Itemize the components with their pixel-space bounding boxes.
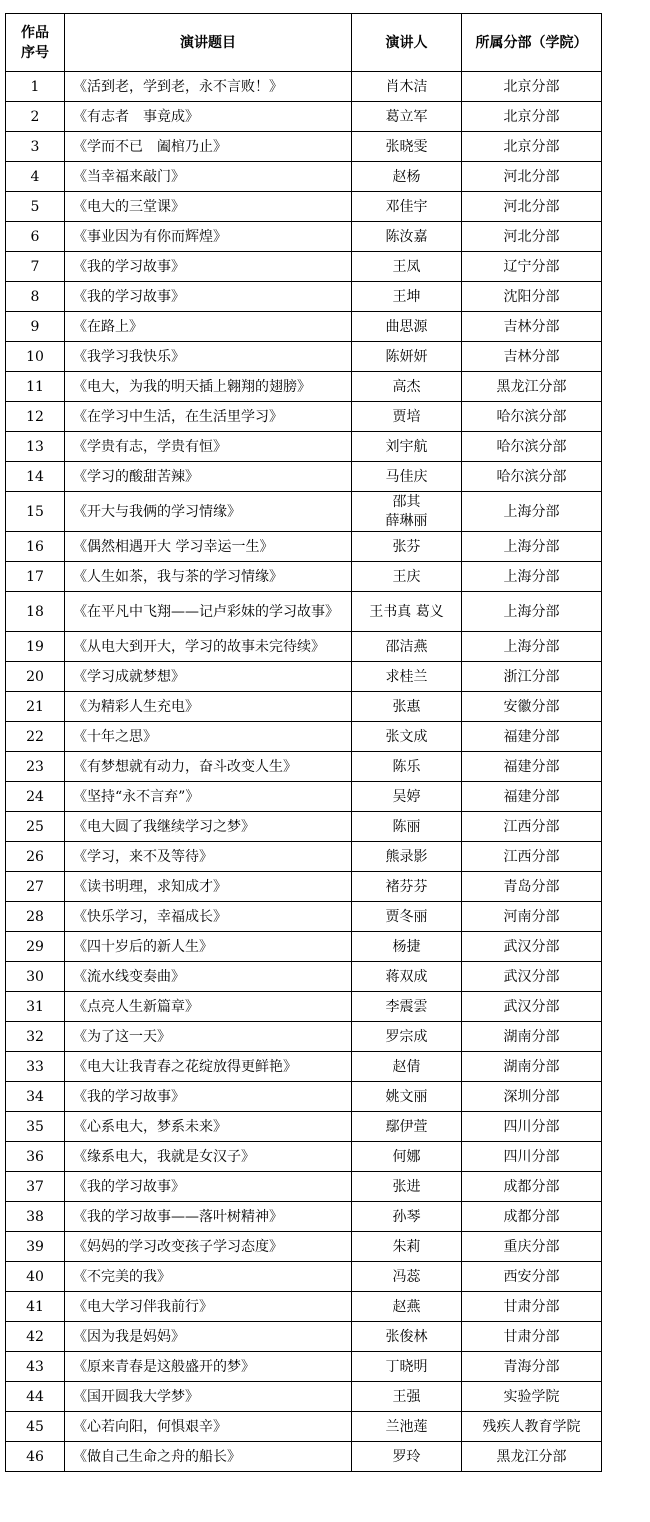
work-number-cell: 37	[6, 1172, 65, 1202]
work-number-cell: 6	[6, 222, 65, 252]
department-cell: 成都分部	[462, 1202, 602, 1232]
speaker-cell: 丁晓明	[352, 1352, 462, 1382]
speaker-cell: 兰池莲	[352, 1412, 462, 1442]
speech-title-cell: 《电大让我青春之花绽放得更鲜艳》	[65, 1052, 352, 1082]
speech-title-cell: 《学习成就梦想》	[65, 662, 352, 692]
speech-title-cell: 《在路上》	[65, 312, 352, 342]
speech-works-table	[5, 13, 602, 1472]
work-number-cell: 41	[6, 1292, 65, 1322]
work-number-cell: 4	[6, 162, 65, 192]
speech-title-cell: 《因为我是妈妈》	[65, 1322, 352, 1352]
department-cell: 北京分部	[462, 72, 602, 102]
speaker-cell: 何娜	[352, 1142, 462, 1172]
department-cell: 深圳分部	[462, 1082, 602, 1112]
speech-title-cell: 《学习，来不及等待》	[65, 842, 352, 872]
table-row	[6, 372, 602, 402]
speaker-cell: 高杰	[352, 372, 462, 402]
work-number-cell: 3	[6, 132, 65, 162]
work-number-cell: 16	[6, 532, 65, 562]
speech-title-cell: 《电大学习伴我前行》	[65, 1292, 352, 1322]
department-cell: 吉林分部	[462, 342, 602, 372]
speech-title-cell: 《为精彩人生充电》	[65, 692, 352, 722]
table-row	[6, 872, 602, 902]
department-cell: 河北分部	[462, 192, 602, 222]
speech-title-cell: 《有志者 事竟成》	[65, 102, 352, 132]
table-row	[6, 1412, 602, 1442]
work-number-cell: 13	[6, 432, 65, 462]
speaker-cell: 曲思源	[352, 312, 462, 342]
table-row	[6, 1322, 602, 1352]
table-row	[6, 402, 602, 432]
speech-title-cell: 《我的学习故事》	[65, 1172, 352, 1202]
speaker-cell: 张惠	[352, 692, 462, 722]
table-row	[6, 962, 602, 992]
work-number-cell: 18	[6, 592, 65, 632]
speaker-cell: 张俊林	[352, 1322, 462, 1352]
work-number-cell: 36	[6, 1142, 65, 1172]
work-number-cell: 39	[6, 1232, 65, 1262]
department-cell: 沈阳分部	[462, 282, 602, 312]
work-number-cell: 15	[6, 492, 65, 532]
table-row	[6, 1112, 602, 1142]
work-number-cell: 19	[6, 632, 65, 662]
work-number-cell: 40	[6, 1262, 65, 1292]
department-cell: 河南分部	[462, 902, 602, 932]
table-row	[6, 1022, 602, 1052]
department-cell: 哈尔滨分部	[462, 462, 602, 492]
table-row	[6, 842, 602, 872]
table-row	[6, 1442, 602, 1472]
speaker-cell	[352, 492, 462, 532]
speaker-cell: 赵杨	[352, 162, 462, 192]
speaker-cell: 王坤	[352, 282, 462, 312]
speaker-cell: 葛立军	[352, 102, 462, 132]
speaker-cell: 贾冬丽	[352, 902, 462, 932]
table-row	[6, 532, 602, 562]
speaker-cell: 邓佳宇	[352, 192, 462, 222]
work-number-cell: 5	[6, 192, 65, 222]
speech-title-cell: 《在平凡中飞翔——记卢彩妹的学习故事》	[65, 592, 352, 632]
work-number-cell: 20	[6, 662, 65, 692]
department-cell: 上海分部	[462, 532, 602, 562]
speaker-cell: 王强	[352, 1382, 462, 1412]
speech-title-cell: 《人生如茶，我与茶的学习情缘》	[65, 562, 352, 592]
speech-title-cell: 《学习的酸甜苦辣》	[65, 462, 352, 492]
speaker-cell: 吴婷	[352, 782, 462, 812]
speech-title-cell: 《流水线变奏曲》	[65, 962, 352, 992]
table-row	[6, 222, 602, 252]
department-cell: 成都分部	[462, 1172, 602, 1202]
work-number-cell: 12	[6, 402, 65, 432]
department-cell: 福建分部	[462, 722, 602, 752]
table-row	[6, 462, 602, 492]
work-number-cell: 9	[6, 312, 65, 342]
work-number-cell: 45	[6, 1412, 65, 1442]
speaker-cell: 罗玲	[352, 1442, 462, 1472]
department-cell: 辽宁分部	[462, 252, 602, 282]
work-number-cell: 21	[6, 692, 65, 722]
speech-title-cell: 《不完美的我》	[65, 1262, 352, 1292]
header-speech-title: 演讲题目	[65, 14, 352, 72]
department-cell: 上海分部	[462, 632, 602, 662]
table-row	[6, 312, 602, 342]
speech-title-cell: 《点亮人生新篇章》	[65, 992, 352, 1022]
speaker-cell: 肖木洁	[352, 72, 462, 102]
department-cell: 上海分部	[462, 492, 602, 532]
table-row	[6, 252, 602, 282]
department-cell: 甘肃分部	[462, 1292, 602, 1322]
department-cell: 江西分部	[462, 842, 602, 872]
table-row	[6, 592, 602, 632]
table-row	[6, 342, 602, 372]
speaker-cell: 杨捷	[352, 932, 462, 962]
speech-title-cell: 《在学习中生活，在生活里学习》	[65, 402, 352, 432]
speech-title-cell: 《妈妈的学习改变孩子学习态度》	[65, 1232, 352, 1262]
work-number-cell: 27	[6, 872, 65, 902]
department-cell: 武汉分部	[462, 962, 602, 992]
department-cell: 江西分部	[462, 812, 602, 842]
department-cell: 湖南分部	[462, 1022, 602, 1052]
work-number-cell: 46	[6, 1442, 65, 1472]
speech-title-cell: 《学而不已 阖棺乃止》	[65, 132, 352, 162]
speech-title-cell: 《有梦想就有动力，奋斗改变人生》	[65, 752, 352, 782]
department-cell: 武汉分部	[462, 992, 602, 1022]
table-row	[6, 692, 602, 722]
work-number-cell: 42	[6, 1322, 65, 1352]
speech-title-cell: 《当幸福来敲门》	[65, 162, 352, 192]
department-cell: 四川分部	[462, 1112, 602, 1142]
work-number-cell: 28	[6, 902, 65, 932]
work-number-cell: 44	[6, 1382, 65, 1412]
speech-title-cell: 《心系电大，梦系未来》	[65, 1112, 352, 1142]
work-number-cell: 29	[6, 932, 65, 962]
speaker-cell: 贾培	[352, 402, 462, 432]
table-row	[6, 1292, 602, 1322]
table-row	[6, 162, 602, 192]
work-number-cell: 8	[6, 282, 65, 312]
work-number-cell: 30	[6, 962, 65, 992]
table-row	[6, 1382, 602, 1412]
speech-title-cell: 《偶然相遇开大 学习幸运一生》	[65, 532, 352, 562]
department-cell: 浙江分部	[462, 662, 602, 692]
speech-title-cell: 《事业因为有你而辉煌》	[65, 222, 352, 252]
speech-title-cell: 《四十岁后的新人生》	[65, 932, 352, 962]
department-cell: 哈尔滨分部	[462, 432, 602, 462]
work-number-cell: 1	[6, 72, 65, 102]
department-cell: 上海分部	[462, 562, 602, 592]
speech-title-cell: 《国开圆我大学梦》	[65, 1382, 352, 1412]
table-row	[6, 72, 602, 102]
department-cell: 上海分部	[462, 592, 602, 632]
table-body	[6, 72, 602, 1472]
speaker-cell: 求桂兰	[352, 662, 462, 692]
speech-title-cell: 《快乐学习，幸福成长》	[65, 902, 352, 932]
speaker-cell: 张晓雯	[352, 132, 462, 162]
speaker-name: 薛琳丽	[385, 512, 428, 529]
speech-title-cell: 《活到老，学到老，永不言败！》	[65, 72, 352, 102]
department-cell: 河北分部	[462, 222, 602, 252]
department-cell: 湖南分部	[462, 1052, 602, 1082]
speech-title-cell: 《开大与我俩的学习情缘》	[65, 492, 352, 532]
table-row	[6, 1082, 602, 1112]
speaker-cell: 张芬	[352, 532, 462, 562]
table-row	[6, 282, 602, 312]
header-work-number	[6, 14, 65, 72]
speech-title-cell: 《电大圆了我继续学习之梦》	[65, 812, 352, 842]
department-cell: 青岛分部	[462, 872, 602, 902]
table-row	[6, 932, 602, 962]
speaker-cell: 赵倩	[352, 1052, 462, 1082]
department-cell: 河北分部	[462, 162, 602, 192]
speech-title-cell: 《读书明理，求知成才》	[65, 872, 352, 902]
work-number-cell: 26	[6, 842, 65, 872]
speaker-cell: 蒋双成	[352, 962, 462, 992]
speaker-cell: 冯蕊	[352, 1262, 462, 1292]
table-row	[6, 492, 602, 532]
table-row	[6, 1262, 602, 1292]
work-number-cell: 31	[6, 992, 65, 1022]
speech-title-cell: 《我学习我快乐》	[65, 342, 352, 372]
speech-title-cell: 《我的学习故事——落叶树精神》	[65, 1202, 352, 1232]
speaker-name: 邵其	[392, 493, 421, 510]
work-number-cell: 34	[6, 1082, 65, 1112]
table-row	[6, 722, 602, 752]
table-row	[6, 992, 602, 1022]
department-cell: 西安分部	[462, 1262, 602, 1292]
speaker-cell: 张文成	[352, 722, 462, 752]
work-number-cell: 17	[6, 562, 65, 592]
speech-title-cell: 《为了这一天》	[65, 1022, 352, 1052]
speaker-cell: 邵洁燕	[352, 632, 462, 662]
work-number-cell: 10	[6, 342, 65, 372]
table-row	[6, 1352, 602, 1382]
department-cell: 重庆分部	[462, 1232, 602, 1262]
speech-title-cell: 《我的学习故事》	[65, 282, 352, 312]
speaker-cell: 陈乐	[352, 752, 462, 782]
speech-title-cell: 《电大，为我的明天插上翱翔的翅膀》	[65, 372, 352, 402]
speaker-cell: 陈妍妍	[352, 342, 462, 372]
department-cell: 四川分部	[462, 1142, 602, 1172]
work-number-cell: 25	[6, 812, 65, 842]
table-row	[6, 192, 602, 222]
header-speaker: 演讲人	[352, 14, 462, 72]
table-row	[6, 812, 602, 842]
department-cell: 吉林分部	[462, 312, 602, 342]
speaker-cell: 陈丽	[352, 812, 462, 842]
work-number-cell: 43	[6, 1352, 65, 1382]
speaker-cell: 张进	[352, 1172, 462, 1202]
header-work-number-line1: 作品	[21, 24, 49, 41]
department-cell: 黑龙江分部	[462, 1442, 602, 1472]
speaker-cell: 王书真 葛义	[352, 592, 462, 632]
speech-title-cell: 《我的学习故事》	[65, 252, 352, 282]
speaker-cell: 马佳庆	[352, 462, 462, 492]
work-number-cell: 35	[6, 1112, 65, 1142]
table-row	[6, 132, 602, 162]
speaker-cell: 鄢伊萱	[352, 1112, 462, 1142]
speech-title-cell: 《坚持“永不言弃”》	[65, 782, 352, 812]
work-number-cell: 33	[6, 1052, 65, 1082]
work-number-cell: 24	[6, 782, 65, 812]
work-number-cell: 32	[6, 1022, 65, 1052]
table-row	[6, 562, 602, 592]
speaker-cell: 陈汝嘉	[352, 222, 462, 252]
speech-title-cell: 《原来青春是这般盛开的梦》	[65, 1352, 352, 1382]
table-row	[6, 432, 602, 462]
speaker-cell: 罗宗成	[352, 1022, 462, 1052]
department-cell: 实验学院	[462, 1382, 602, 1412]
department-cell: 黑龙江分部	[462, 372, 602, 402]
table-row	[6, 1232, 602, 1262]
work-number-cell: 14	[6, 462, 65, 492]
speech-title-cell: 《从电大到开大，学习的故事未完待续》	[65, 632, 352, 662]
department-cell: 甘肃分部	[462, 1322, 602, 1352]
speech-title-cell: 《心若向阳，何惧艰辛》	[65, 1412, 352, 1442]
table-row	[6, 632, 602, 662]
speech-title-cell: 《十年之思》	[65, 722, 352, 752]
speaker-cell: 褚芬芬	[352, 872, 462, 902]
speaker-cell: 王凤	[352, 252, 462, 282]
speaker-cell: 李震雲	[352, 992, 462, 1022]
department-cell: 北京分部	[462, 132, 602, 162]
speaker-cell: 王庆	[352, 562, 462, 592]
table-row	[6, 1052, 602, 1082]
work-number-cell: 11	[6, 372, 65, 402]
department-cell: 福建分部	[462, 782, 602, 812]
department-cell: 哈尔滨分部	[462, 402, 602, 432]
department-cell: 安徽分部	[462, 692, 602, 722]
speaker-cell: 刘宇航	[352, 432, 462, 462]
header-department: 所属分部（学院）	[462, 14, 602, 72]
speech-title-cell: 《电大的三堂课》	[65, 192, 352, 222]
table-row	[6, 662, 602, 692]
speech-title-cell: 《做自己生命之舟的船长》	[65, 1442, 352, 1472]
department-cell: 残疾人教育学院	[462, 1412, 602, 1442]
work-number-cell: 7	[6, 252, 65, 282]
header-work-number-line2: 序号	[21, 44, 49, 61]
speaker-cell: 姚文丽	[352, 1082, 462, 1112]
table-row	[6, 1172, 602, 1202]
speech-title-cell: 《学贵有志，学贵有恒》	[65, 432, 352, 462]
table-row	[6, 102, 602, 132]
department-cell: 北京分部	[462, 102, 602, 132]
speech-title-cell: 《缘系电大，我就是女汉子》	[65, 1142, 352, 1172]
speaker-cell: 孙琴	[352, 1202, 462, 1232]
table-row	[6, 752, 602, 782]
work-number-cell: 22	[6, 722, 65, 752]
work-number-cell: 2	[6, 102, 65, 132]
speaker-cell: 朱莉	[352, 1232, 462, 1262]
table-row	[6, 1142, 602, 1172]
table-row	[6, 902, 602, 932]
department-cell: 福建分部	[462, 752, 602, 782]
work-number-cell: 23	[6, 752, 65, 782]
table-row	[6, 782, 602, 812]
department-cell: 武汉分部	[462, 932, 602, 962]
speaker-cell: 赵燕	[352, 1292, 462, 1322]
table-row	[6, 1202, 602, 1232]
department-cell: 青海分部	[462, 1352, 602, 1382]
work-number-cell: 38	[6, 1202, 65, 1232]
speech-title-cell: 《我的学习故事》	[65, 1082, 352, 1112]
speaker-cell: 熊录影	[352, 842, 462, 872]
header-row	[6, 14, 602, 72]
